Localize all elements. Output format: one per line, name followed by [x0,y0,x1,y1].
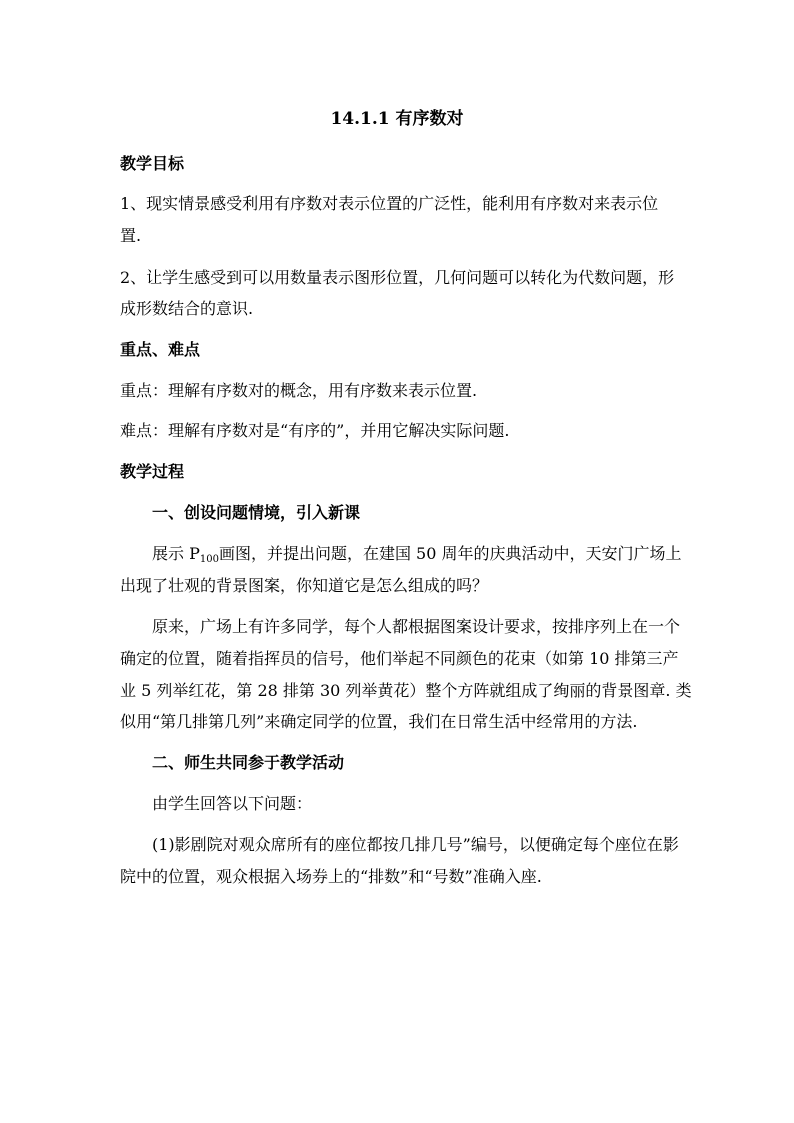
question-1-line-2: 院中的位置，观众根据入场券上的“排数”和“号数”准确入座. [120,867,542,886]
part-1-heading: 一、创设问题情境，引入新课 [152,503,361,522]
section-heading-goals: 教学目标 [120,154,185,173]
part-2-heading: 二、师生共同参于教学活动 [152,753,345,772]
p1-page-subscript: 100 [199,554,219,565]
goal-item-2-line-1: 2、让学生感受到可以用数量表示图形位置，几何问题可以转化为代数问题，形 [120,268,675,287]
part-1-paragraph-2-line-1: 原来，广场上有许多同学，每个人都根据图案设计要求，按排序列上在一个 [152,617,681,636]
question-1-line-1: (1)影剧院对观众席所有的座位都按几排几号”编号，以便确定每个座位在影 [152,835,679,854]
goal-item-1-line-1: 1、现实情景感受利用有序数对表示位置的广泛性，能利用有序数对来表示位 [120,194,659,213]
key-point-text: 重点：理解有序数对的概念，用有序数来表示位置. [120,381,478,400]
goal-item-1-line-2: 置. [120,226,142,245]
part-1-paragraph-1-line-2: 出现了壮观的背景图案，你知道它是怎么组成的吗？ [120,576,489,595]
part-2-intro: 由学生回答以下问题： [152,794,313,813]
part-1-paragraph-2-line-3: 业 5 列举红花，第 28 排第 30 列举黄花）整个方阵就组成了绚丽的背景图章. 类 [120,681,692,700]
p1-text-post: 画图，并提出问题，在建国 50 周年的庆典活动中，天安门广场上 [218,544,682,563]
p1-text-pre: 展示 P [152,544,200,563]
section-heading-key-points: 重点、难点 [120,340,201,359]
page-title: 14.1.1 有序数对 [330,109,464,129]
difficulty-text: 难点：理解有序数对是“有序的”，并用它解决实际问题. [120,421,510,440]
part-1-paragraph-2-line-2: 确定的位置，随着指挥员的信号，他们举起不同颜色的花束（如第 10 排第三产 [120,649,679,668]
section-heading-process: 教学过程 [120,462,185,481]
goal-item-2-line-2: 成形数结合的意识. [120,299,254,318]
part-1-paragraph-1-line-1 [0,543,794,565]
part-1-paragraph-2-line-4: 似用“第几排第几列”来确定同学的位置，我们在日常生活中经常用的方法. [120,712,638,731]
